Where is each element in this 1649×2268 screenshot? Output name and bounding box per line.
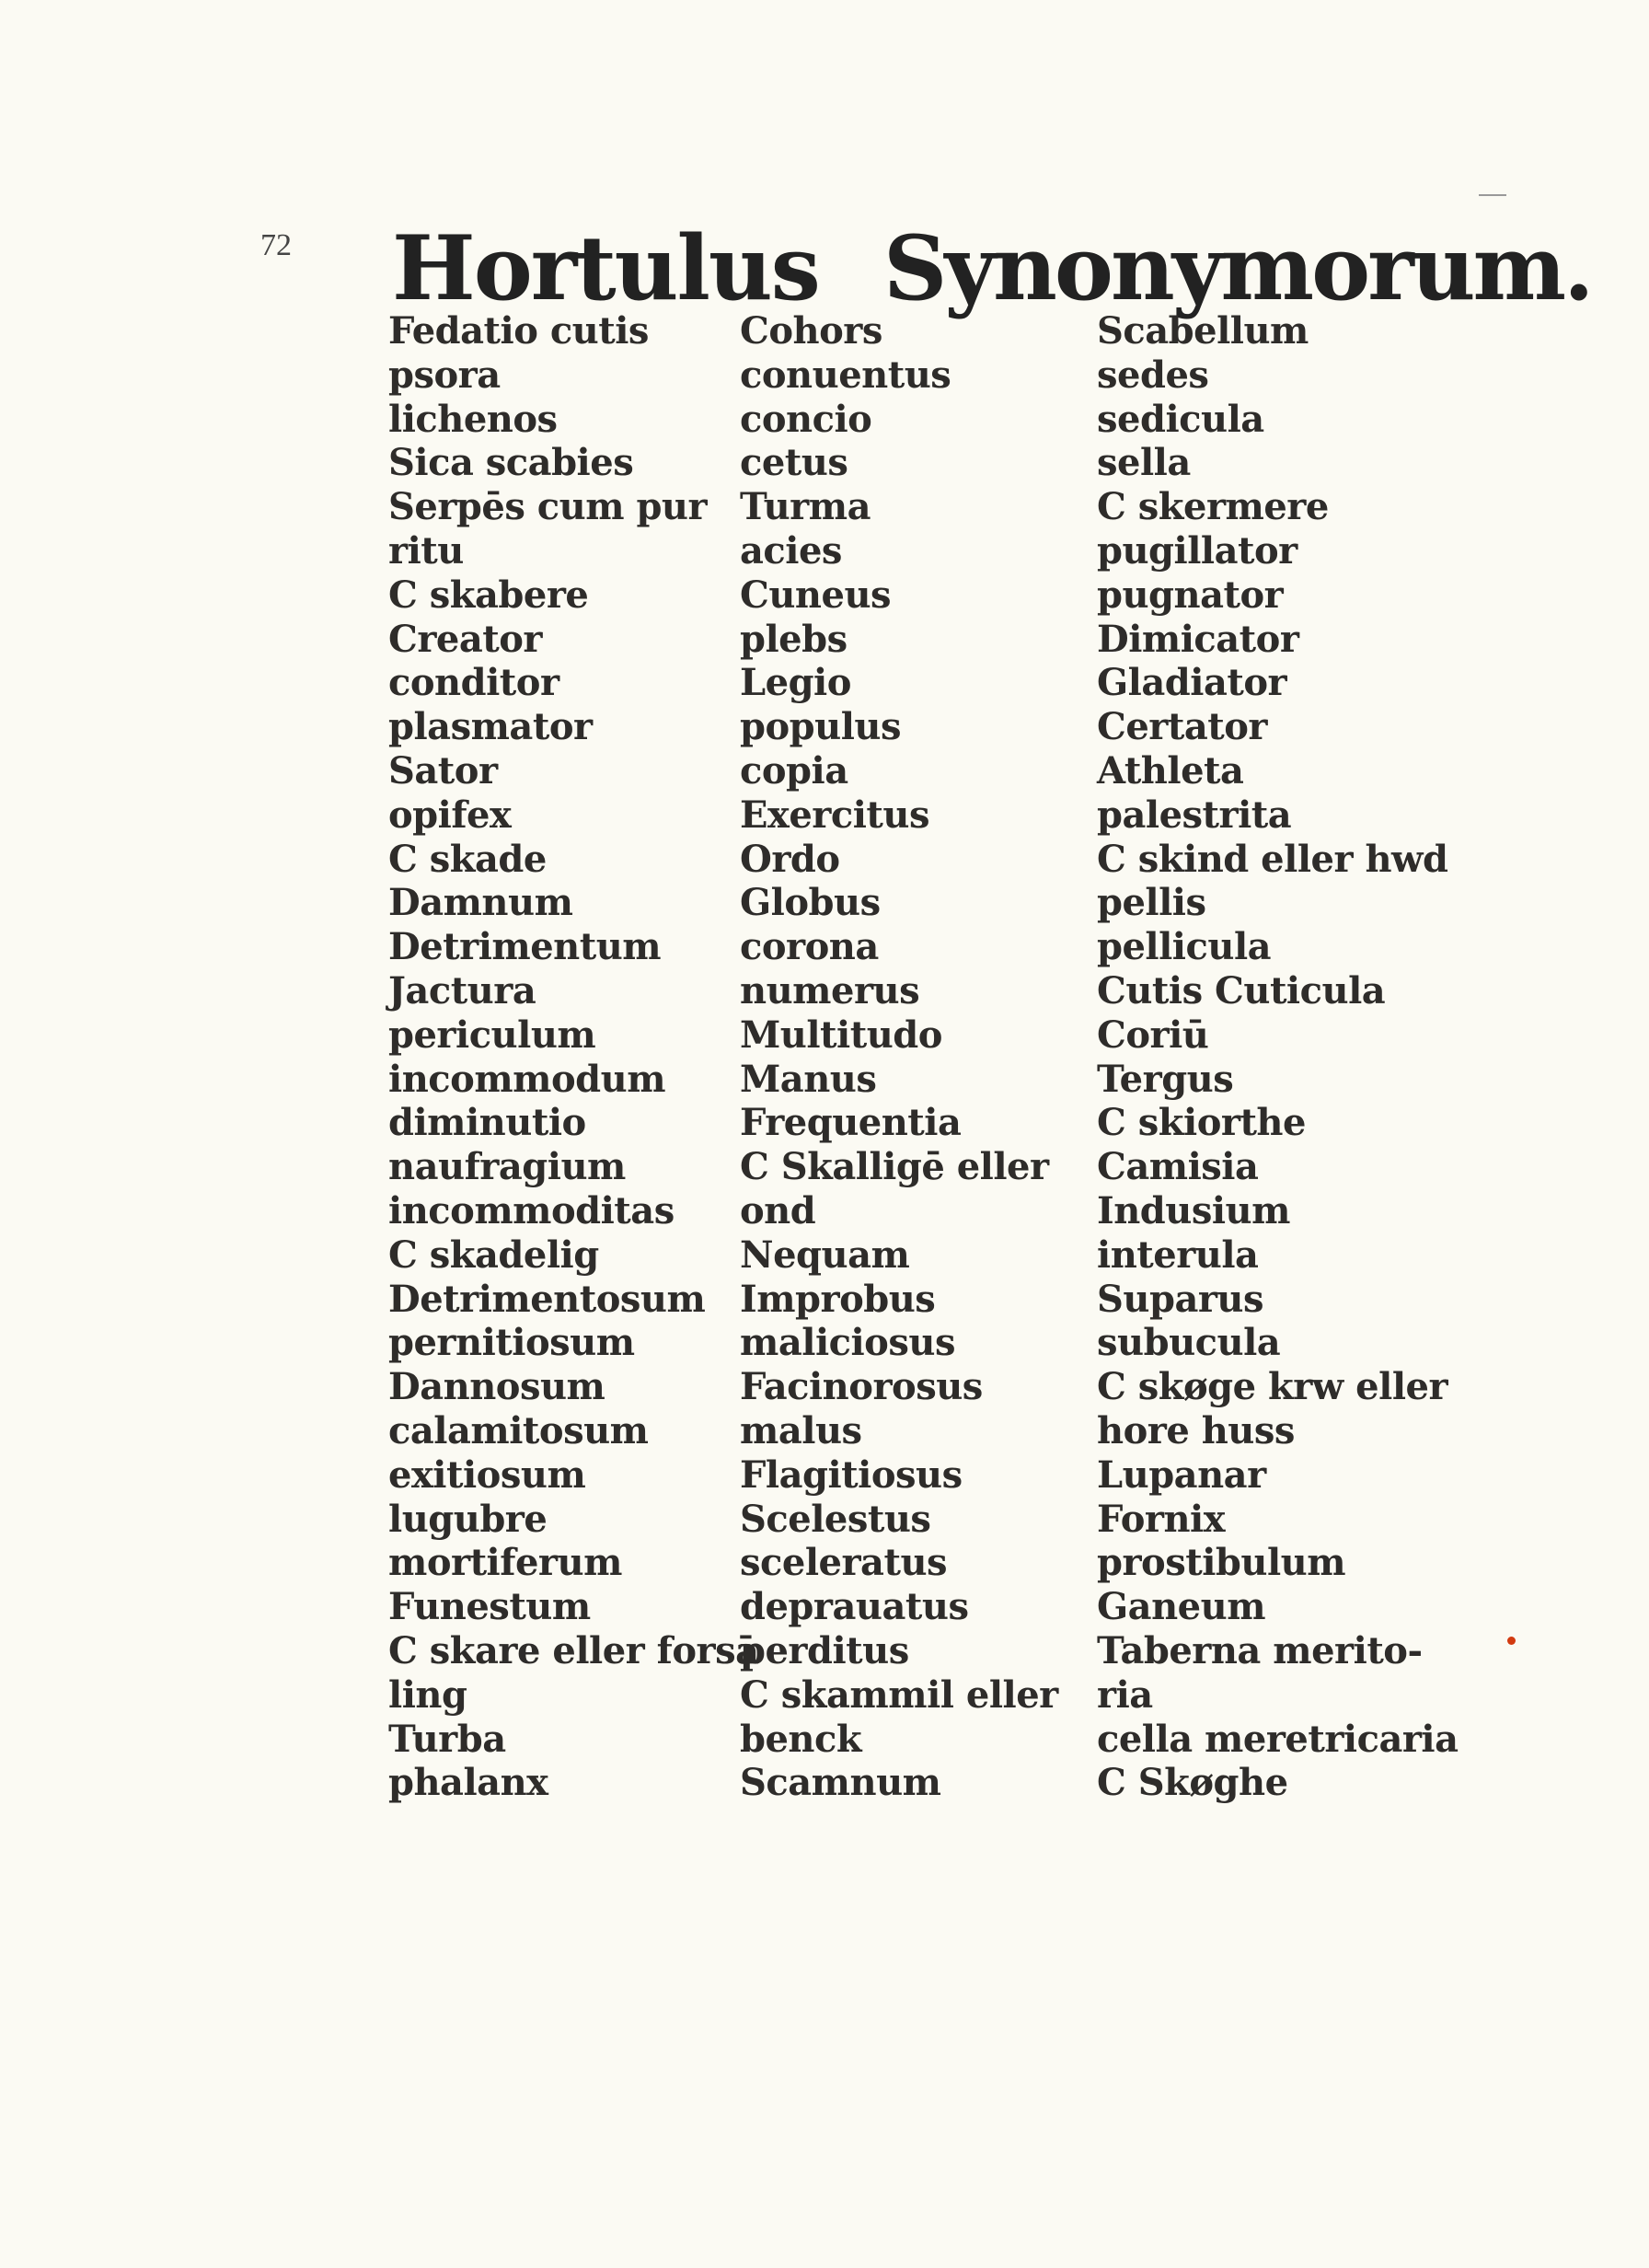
word-entry: incommodum	[388, 1057, 666, 1101]
word-entry: Lupanar	[1097, 1452, 1266, 1497]
word-entry: ling	[388, 1672, 467, 1717]
word-entry: Dimicator	[1097, 617, 1299, 661]
word-entry: sella	[1097, 441, 1191, 485]
word-entry: opifex	[388, 793, 512, 837]
word-entry: Globus	[740, 881, 881, 925]
word-entry: Scabellum	[1097, 309, 1309, 353]
word-entry: sedicula	[1097, 397, 1264, 441]
word-entry: Tergus	[1097, 1057, 1234, 1101]
word-entry: plebs	[740, 617, 848, 661]
word-entry: sedes	[1097, 353, 1209, 397]
word-entry: C skermere	[1097, 485, 1329, 529]
word-entry: Gladiator	[1097, 661, 1287, 705]
word-entry: interula	[1097, 1232, 1259, 1277]
word-entry: Coriū	[1097, 1012, 1209, 1057]
word-entry: subucula	[1097, 1321, 1281, 1365]
word-entry: Sica scabies	[388, 441, 634, 485]
word-entry: pugillator	[1097, 528, 1297, 573]
word-entry: C skammil eller	[740, 1672, 1058, 1717]
word-entry: incommoditas	[388, 1188, 675, 1232]
word-entry: Creator	[388, 617, 543, 661]
word-entry: Sator	[388, 748, 498, 793]
word-column-1	[388, 309, 759, 1805]
word-entry: maliciosus	[740, 1321, 955, 1365]
word-entry: Detrimentum	[388, 925, 662, 969]
word-entry: Scelestus	[740, 1497, 931, 1541]
word-entry: malus	[740, 1408, 862, 1452]
word-entry: Camisia	[1097, 1145, 1259, 1189]
word-entry: pugnator	[1097, 573, 1284, 617]
margin-mark	[1479, 194, 1506, 196]
word-entry: Dannosum	[388, 1365, 605, 1409]
word-entry: copia	[740, 748, 848, 793]
word-entry: ond	[740, 1188, 816, 1232]
word-entry: pellicula	[1097, 925, 1272, 969]
word-entry: numerus	[740, 968, 920, 1012]
word-entry: acies	[740, 528, 842, 573]
word-entry: sceleratus	[740, 1541, 948, 1585]
word-entry: conuentus	[740, 353, 951, 397]
word-entry: Indusium	[1097, 1188, 1290, 1232]
word-entry: C skade	[388, 837, 547, 881]
word-entry: Legio	[740, 661, 851, 705]
word-entry: populus	[740, 705, 901, 749]
word-entry: diminutio	[388, 1101, 586, 1145]
word-column-2	[740, 309, 1058, 1805]
word-entry: Detrimentosum	[388, 1277, 706, 1321]
word-entry: naufragium	[388, 1145, 626, 1189]
word-entry: Taberna merito-	[1097, 1628, 1423, 1672]
word-entry: Funestum	[388, 1585, 591, 1629]
word-entry: lugubre	[388, 1497, 548, 1541]
word-entry: Cutis Cuticula	[1097, 968, 1386, 1012]
word-entry: Turba	[388, 1717, 506, 1761]
word-entry: pernitiosum	[388, 1321, 635, 1365]
word-entry: pellis	[1097, 881, 1206, 925]
word-entry: Manus	[740, 1057, 877, 1101]
word-entry: Flagitiosus	[740, 1452, 963, 1497]
word-entry: prostibulum	[1097, 1541, 1346, 1585]
word-entry: deprauatus	[740, 1585, 969, 1629]
word-entry: corona	[740, 925, 879, 969]
word-entry: ria	[1097, 1672, 1153, 1717]
word-entry: C skare eller forsā	[388, 1628, 759, 1672]
word-entry: Ordo	[740, 837, 840, 881]
word-entry: Improbus	[740, 1277, 936, 1321]
word-entry: C skøge krw eller	[1097, 1365, 1448, 1409]
word-entry: calamitosum	[388, 1408, 649, 1452]
word-entry: perditus	[740, 1628, 909, 1672]
word-entry: cetus	[740, 441, 848, 485]
word-entry: C skabere	[388, 573, 589, 617]
running-title-right: Synonymorum.	[883, 216, 1592, 320]
word-entry: Exercitus	[740, 793, 929, 837]
word-entry: Facinorosus	[740, 1365, 983, 1409]
word-entry: C skiorthe	[1097, 1101, 1306, 1145]
word-entry: ritu	[388, 528, 464, 573]
word-column-3	[1097, 309, 1459, 1805]
word-entry: Fedatio cutis	[388, 309, 649, 353]
word-entry: benck	[740, 1717, 862, 1761]
word-entry: cella meretricaria	[1097, 1717, 1459, 1761]
word-entry: Damnum	[388, 881, 573, 925]
word-entry: conditor	[388, 661, 559, 705]
page-number: 72	[260, 228, 292, 262]
word-entry: plasmator	[388, 705, 593, 749]
word-entry: Fornix	[1097, 1497, 1226, 1541]
word-entry: Nequam	[740, 1232, 910, 1277]
word-entry: palestrita	[1097, 793, 1292, 837]
word-entry: Cohors	[740, 309, 882, 353]
word-entry: Athleta	[1097, 748, 1244, 793]
word-entry: Cuneus	[740, 573, 892, 617]
word-entry: Jactura	[388, 968, 536, 1012]
word-entry: C skind eller hwd	[1097, 837, 1448, 881]
word-entry: phalanx	[388, 1761, 548, 1805]
word-entry: exitiosum	[388, 1452, 586, 1497]
word-entry: Multitudo	[740, 1012, 942, 1057]
word-entry: Scamnum	[740, 1761, 941, 1805]
word-entry: concio	[740, 397, 872, 441]
word-entry: Frequentia	[740, 1101, 962, 1145]
word-entry: Ganeum	[1097, 1585, 1266, 1629]
word-entry: Suparus	[1097, 1277, 1264, 1321]
word-entry: lichenos	[388, 397, 558, 441]
word-entry: Serpēs cum pur	[388, 485, 708, 529]
word-entry: Certator	[1097, 705, 1267, 749]
ink-spot	[1507, 1637, 1516, 1645]
word-entry: periculum	[388, 1012, 596, 1057]
word-entry: C skadelig	[388, 1232, 599, 1277]
word-entry: hore huss	[1097, 1408, 1295, 1452]
word-entry: Turma	[740, 485, 871, 529]
running-title-left: Hortulus	[392, 216, 819, 320]
word-entry: mortiferum	[388, 1541, 622, 1585]
word-entry: C Skalligē eller	[740, 1145, 1049, 1189]
word-entry: C Skøghe	[1097, 1761, 1288, 1805]
word-entry: psora	[388, 353, 501, 397]
